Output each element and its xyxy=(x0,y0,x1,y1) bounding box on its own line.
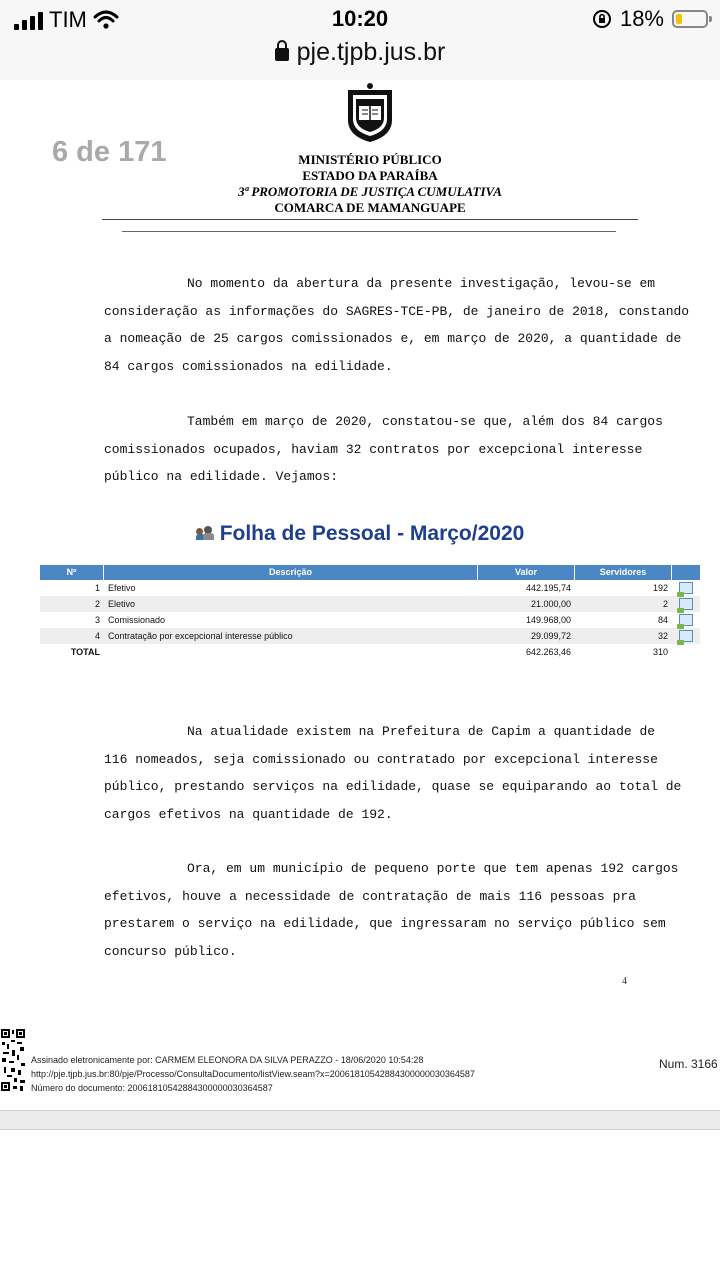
signature-doc-number: Número do documento: 20061810542884300000030364587 xyxy=(31,1083,273,1093)
col-header-number: Nº xyxy=(40,565,104,580)
address-bar[interactable] xyxy=(0,38,720,67)
qr-code-icon xyxy=(0,1028,26,1092)
paragraph-line: No momento da abertura da presente investigação, levou-se em xyxy=(187,276,656,291)
cell-number: 1 xyxy=(94,583,100,593)
col-header-description: Descrição xyxy=(104,565,478,580)
cell-number: 4 xyxy=(94,631,100,641)
lock-icon xyxy=(275,48,289,61)
details-icon[interactable] xyxy=(679,582,693,594)
battery-percent: 18% xyxy=(619,6,664,31)
rotation-lock-icon xyxy=(592,9,612,29)
paragraph-1 xyxy=(104,270,690,380)
total-value: 642.263,46 xyxy=(525,647,571,657)
cell-value: 149.968,00 xyxy=(525,615,571,625)
table-row xyxy=(40,628,700,644)
table-total-row xyxy=(40,644,700,660)
header-line-4: COMARCA DE MAMANGUAPE xyxy=(274,200,466,215)
cell-value: 21.000,00 xyxy=(530,599,571,609)
table-title-text: Folha de Pessoal - Março/2020 xyxy=(219,522,525,545)
cell-servants: 192 xyxy=(652,583,668,593)
table-row xyxy=(40,596,700,612)
paragraph-line: Na atualidade existem na Prefeitura de Capim a quantidade de xyxy=(187,724,656,739)
paragraph-line: 84 cargos comissionados na edilidade. xyxy=(104,358,393,374)
col-header-servants: Servidores xyxy=(575,565,672,580)
cell-servants: 2 xyxy=(662,599,668,609)
paragraph-line: concurso público. xyxy=(104,943,237,959)
paragraph-3 xyxy=(104,718,682,828)
people-icon xyxy=(196,526,214,540)
paragraph-line: comissionados ocupados, haviam 32 contratos por excepcional interesse xyxy=(104,441,643,457)
cell-number: 3 xyxy=(94,615,100,625)
carrier-name: TIM xyxy=(49,7,87,32)
document-page xyxy=(0,80,720,1110)
paragraph-line: público na edilidade. Vejamos: xyxy=(104,469,339,484)
paragraph-line: a nomeação de 25 cargos comissionados e, em março de 2020, a quantidade de xyxy=(104,331,682,346)
page-separator xyxy=(0,1110,720,1130)
cell-description: Efetivo xyxy=(108,583,136,593)
header-line-1: MINISTÉRIO PÚBLICO xyxy=(298,152,442,167)
ministry-crest-icon xyxy=(345,82,395,144)
payroll-table xyxy=(40,565,700,660)
paragraph-2 xyxy=(104,408,663,491)
details-icon[interactable] xyxy=(679,630,693,642)
table-row xyxy=(40,580,700,596)
cell-description: Contratação por excepcional interesse público xyxy=(108,631,293,641)
header-line-3: 3ª PROMOTORIA DE JUSTIÇA CUMULATIVA xyxy=(238,184,502,199)
table-header-row xyxy=(40,565,700,580)
details-icon[interactable] xyxy=(679,614,693,626)
col-header-value: Valor xyxy=(478,565,575,580)
cell-value: 29.099,72 xyxy=(530,631,571,641)
paragraph-line: 116 nomeados, seja comissionado ou contratado por excepcional interesse xyxy=(104,751,658,767)
document-header xyxy=(102,152,638,216)
cell-description: Comissionado xyxy=(108,615,166,625)
paragraph-line: Ora, em um município de pequeno porte que tem apenas 192 cargos xyxy=(187,861,679,876)
page-number: 4 xyxy=(622,976,627,987)
paragraph-line: cargos efetivos na quantidade de 192. xyxy=(104,806,393,822)
document-num: Num. 3166 xyxy=(659,1057,718,1071)
signature-url[interactable]: http://pje.tjpb.jus.br:80/pje/Processo/ConsultaDocumento/listView.seam?x=20061810542884300000030364587 xyxy=(31,1069,475,1079)
paragraph-line: efetivos, houve a necessidade de contratação de mais 116 pessoas pra xyxy=(104,888,636,904)
signature-block xyxy=(31,1053,475,1095)
cell-number: 2 xyxy=(94,599,100,609)
cell-servants: 32 xyxy=(657,631,668,641)
paragraph-line: prestarem o serviço na edilidade, que ingressaram no serviço público sem xyxy=(104,916,666,931)
total-servants: 310 xyxy=(652,647,668,657)
battery-icon xyxy=(672,10,708,28)
header-line-2: ESTADO DA PARAÍBA xyxy=(302,168,438,183)
total-label: TOTAL xyxy=(70,647,100,657)
clock: 10:20 xyxy=(331,6,389,31)
address-url: pje.tjpb.jus.br xyxy=(296,38,446,66)
details-icon[interactable] xyxy=(679,598,693,610)
cell-servants: 84 xyxy=(657,615,668,625)
header-rule-secondary xyxy=(122,231,616,232)
paragraph-line: público, prestando serviços na edilidade, quase se equiparando ao total de xyxy=(104,779,682,794)
paragraph-4 xyxy=(104,855,679,965)
paragraph-line: Também em março de 2020, constatou-se que, além dos 84 cargos xyxy=(187,414,663,429)
page-counter: 6 de 171 xyxy=(52,136,167,168)
cell-value: 442.195,74 xyxy=(525,583,571,593)
table-row xyxy=(40,612,700,628)
paragraph-line: consideração as informações do SAGRES-TCE-PB, de janeiro de 2018, constando xyxy=(104,303,690,319)
battery-indicator xyxy=(592,6,708,32)
cell-description: Eletivo xyxy=(108,599,136,609)
header-rule xyxy=(102,219,638,220)
table-title xyxy=(0,522,720,546)
browser-status-bar xyxy=(0,0,720,81)
signature-signer: Assinado eletronicamente por: CARMEM ELEONORA DA SILVA PERAZZO - 18/06/2020 10:54:28 xyxy=(31,1055,424,1065)
